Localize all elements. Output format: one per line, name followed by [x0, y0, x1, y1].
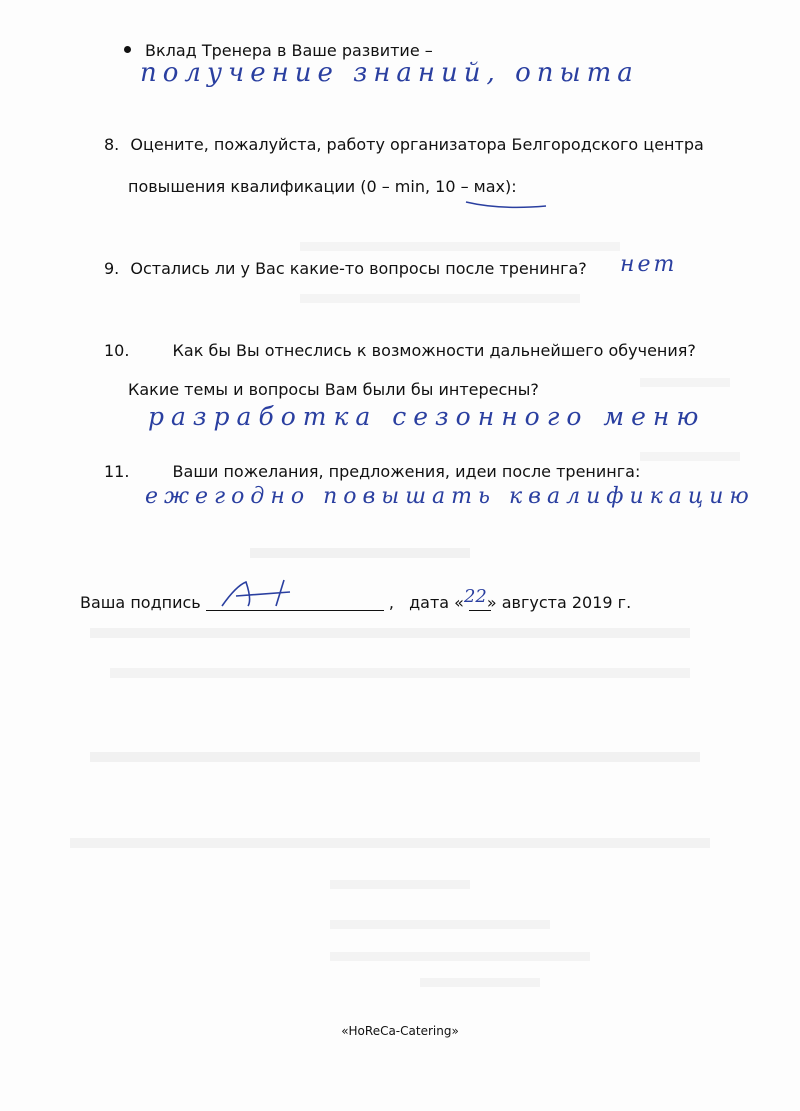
date-day: 22 — [463, 586, 487, 607]
question-8-text: Оцените, пожалуйста, работу организатора Белгородского центра — [130, 135, 704, 154]
question-11-answer: ежегодно повышать квалификацию — [145, 484, 755, 509]
question-8-number: 8. — [104, 135, 120, 154]
question-8-line-2: повышения квалификации (0 – min, 10 – мах): — [128, 177, 517, 196]
trainer-contribution-label: Вклад Тренера в Ваше развитие – — [145, 41, 433, 60]
signature-separator: , — [388, 593, 394, 612]
question-9-text: Остались ли у Вас какие-то вопросы после тренинга? — [130, 259, 587, 278]
trainer-contribution-answer: получение знаний, опыта — [140, 58, 639, 88]
question-10-text: Как бы Вы отнеслись к возможности дальнейшего обучения? — [172, 341, 696, 360]
signature-scribble — [222, 580, 290, 606]
signature-label: Ваша подпись — [80, 593, 201, 612]
question-11-number: 11. — [104, 462, 130, 481]
question-11-text: Ваши пожелания, предложения, идеи после тренинга: — [172, 462, 641, 481]
question-9-number: 9. — [104, 259, 120, 278]
footer-brand: «HoReCa-Catering» — [341, 1024, 459, 1038]
date-suffix: » августа 2019 г. — [486, 593, 632, 612]
question-10-number: 10. — [104, 341, 130, 360]
question-10-answer: разработка сезонного меню — [148, 402, 706, 431]
question-10-line-2: Какие темы и вопросы Вам были бы интересны? — [128, 380, 539, 399]
date-label: дата « — [409, 593, 464, 612]
question-9-answer: нет — [620, 252, 678, 277]
score-underline-stroke — [466, 202, 546, 207]
